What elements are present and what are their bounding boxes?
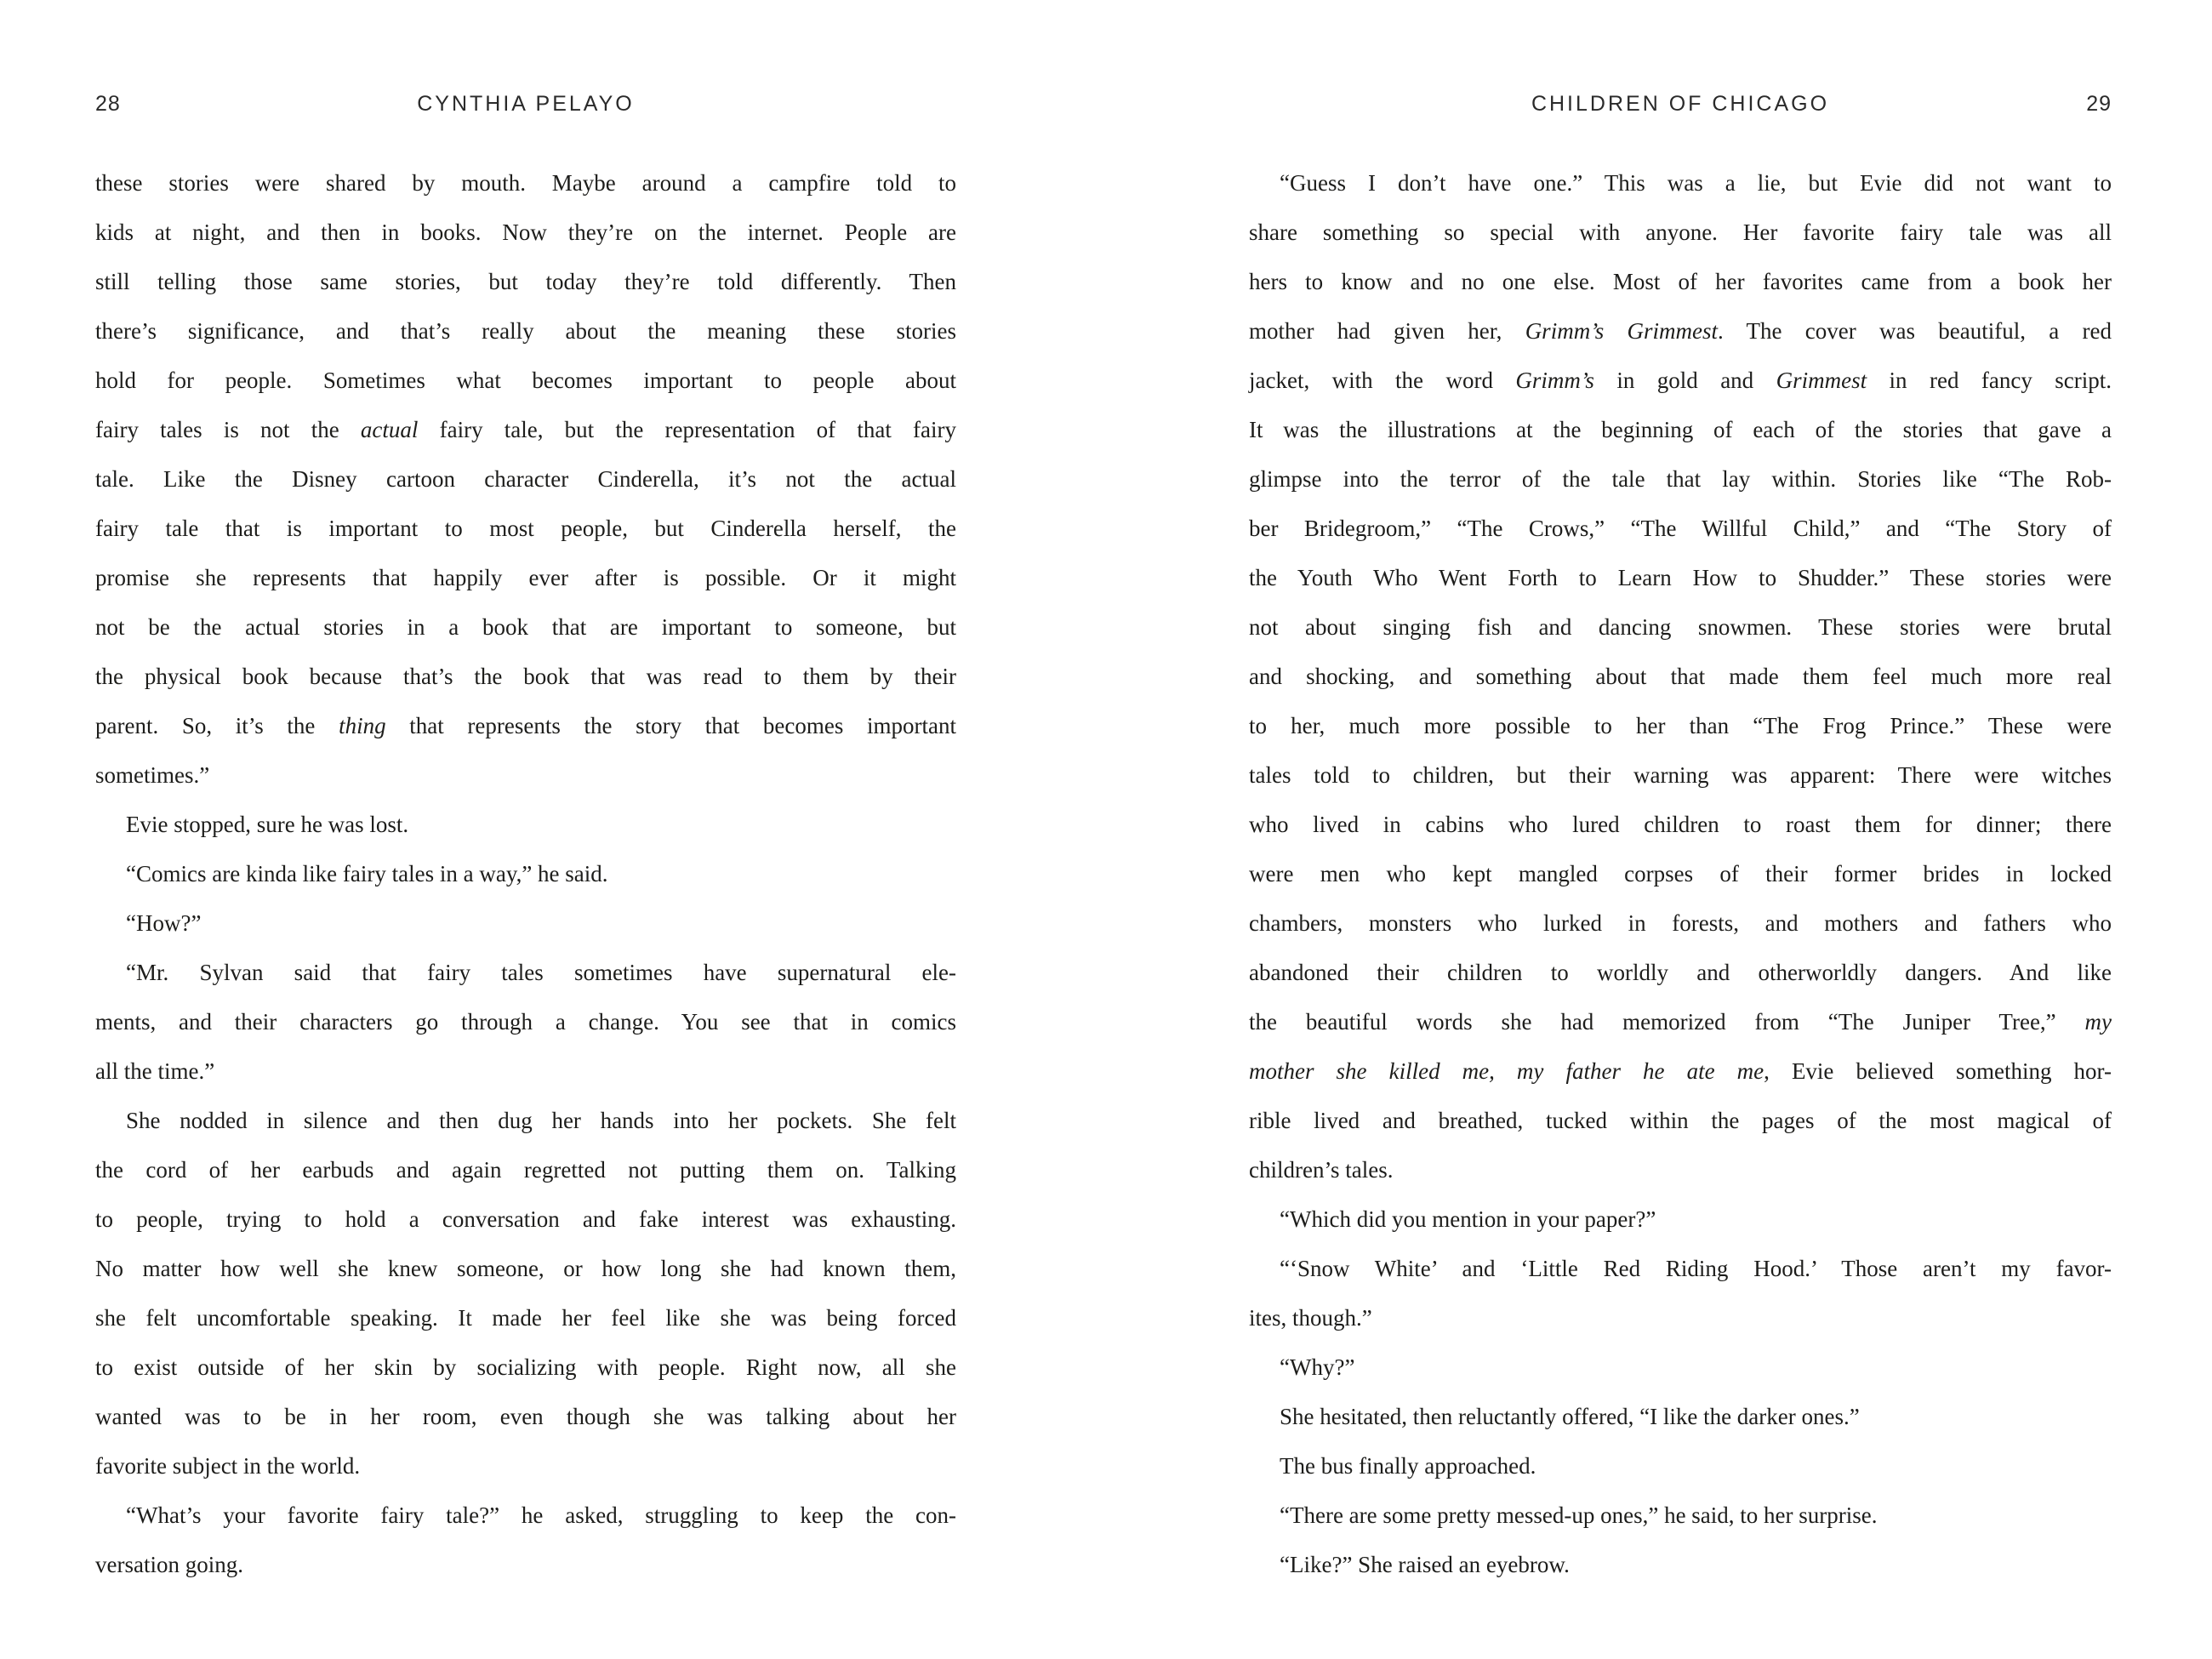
text-line	[1249, 1194, 2112, 1244]
body-text: versation going.	[95, 1552, 243, 1577]
text-line	[95, 356, 956, 405]
body-text: . The cover was beautiful, a red	[1717, 318, 2112, 344]
italic-text: my	[2084, 1009, 2112, 1035]
body-text: jacket, with the word	[1249, 368, 1516, 393]
text-line	[1249, 1392, 2112, 1441]
body-text: “Why?”	[1280, 1354, 1355, 1380]
text-line	[1249, 898, 2112, 948]
text-line	[95, 1540, 956, 1589]
body-text: “Like?” She raised an eyebrow.	[1280, 1552, 1570, 1577]
body-text: to her, much more possible to her than “The Frog Prince.” These were	[1249, 713, 2112, 738]
text-line	[1249, 1046, 2112, 1096]
left-running-head	[95, 92, 956, 123]
body-text: She hesitated, then reluctantly offered, “I like the darker ones.”	[1280, 1404, 1860, 1429]
text-line	[1249, 750, 2112, 800]
text-line	[1249, 454, 2112, 504]
body-text: fairy tale, but the representation of that fairy	[418, 417, 956, 442]
body-text: the Youth Who Went Forth to Learn How to Shudder.” These stories were	[1249, 565, 2112, 590]
right-running-head	[1249, 92, 2112, 123]
text-line	[1249, 1096, 2112, 1145]
text-line	[95, 1194, 956, 1244]
body-text: “‘Snow White’ and ‘Little Red Riding Hood.’ Those aren’t my favor-	[1280, 1256, 2112, 1281]
body-text: ites, though.”	[1249, 1305, 1372, 1331]
text-line	[1249, 1491, 2112, 1540]
body-text: rible lived and breathed, tucked within the pages of the most magical of	[1249, 1108, 2112, 1133]
body-text: ments, and their characters go through a change. You see that in comics	[95, 1009, 956, 1035]
body-text: promise she represents that happily ever after is possible. Or it might	[95, 565, 956, 590]
body-text: Evie stopped, sure he was lost.	[126, 812, 409, 837]
text-line	[1249, 1244, 2112, 1293]
text-line	[1249, 356, 2112, 405]
body-text: “Comics are kinda like fairy tales in a way,” he said.	[126, 861, 608, 887]
body-text: “What’s your favorite fairy tale?” he asked, struggling to keep the con-	[126, 1502, 956, 1528]
body-text: to people, trying to hold a conversation and fake interest was exhausting.	[95, 1206, 956, 1232]
left-page-text	[95, 158, 956, 1589]
body-text: tale. Like the Disney cartoon character Cinderella, it’s not the actual	[95, 466, 956, 492]
text-line	[95, 1145, 956, 1194]
text-line	[1249, 1293, 2112, 1343]
body-text: ber Bridegroom,” “The Crows,” “The Willful Child,” and “The Story of	[1249, 516, 2112, 541]
body-text: tales told to children, but their warning was apparent: There were witches	[1249, 762, 2112, 788]
body-text: fairy tales is not the	[95, 417, 361, 442]
text-line	[1249, 652, 2112, 701]
text-line	[95, 553, 956, 602]
text-line	[95, 652, 956, 701]
body-text: chambers, monsters who lurked in forests, and mothers and fathers who	[1249, 910, 2112, 936]
right-page-text	[1249, 158, 2112, 1589]
body-text: not about singing fish and dancing snowmen. These stories were brutal	[1249, 614, 2112, 640]
body-text: to exist outside of her skin by socializing with people. Right now, all she	[95, 1354, 956, 1380]
body-text: “Mr. Sylvan said that fairy tales sometimes have supernatural ele-	[126, 960, 956, 985]
text-line	[1249, 602, 2112, 652]
body-text: she felt uncomfortable speaking. It made her feel like she was being forced	[95, 1305, 956, 1331]
text-line	[95, 1441, 956, 1491]
body-text: not be the actual stories in a book that are important to someone, but	[95, 614, 956, 640]
body-text: parent. So, it’s the	[95, 713, 339, 738]
body-text: She nodded in silence and then dug her hands into her pockets. She felt	[126, 1108, 956, 1133]
right-page	[1249, 0, 2112, 1659]
body-text: “Which did you mention in your paper?”	[1280, 1206, 1656, 1232]
body-text: “Guess I don’t have one.” This was a lie, but Evie did not want to	[1280, 170, 2112, 196]
text-line	[1249, 800, 2112, 849]
body-text: The bus finally approached.	[1280, 1453, 1536, 1479]
left-page	[95, 0, 956, 1659]
body-text: “There are some pretty messed-up ones,” he said, to her surprise.	[1280, 1502, 1878, 1528]
body-text: , Evie believed something hor-	[1764, 1058, 2112, 1084]
text-line	[95, 1096, 956, 1145]
body-text: glimpse into the terror of the tale that lay within. Stories like “The Rob-	[1249, 466, 2112, 492]
body-text: It was the illustrations at the beginning of each of the stories that gave a	[1249, 417, 2112, 442]
text-line	[95, 898, 956, 948]
text-line	[95, 1392, 956, 1441]
text-line	[95, 849, 956, 898]
body-text: there’s significance, and that’s really about the meaning these stories	[95, 318, 956, 344]
text-line	[1249, 553, 2112, 602]
body-text: all the time.”	[95, 1058, 215, 1084]
body-text: fairy tale that is important to most people, but Cinderella herself, the	[95, 516, 956, 541]
body-text: mother had given her,	[1249, 318, 1525, 344]
running-header-author: CYNTHIA PELAYO	[417, 92, 635, 116]
body-text: sometimes.”	[95, 762, 210, 788]
text-line	[1249, 948, 2112, 997]
text-line	[95, 948, 956, 997]
body-text: hers to know and no one else. Most of her favorites came from a book her	[1249, 269, 2112, 294]
italic-text: mother she killed me, my father he ate me	[1249, 1058, 1764, 1084]
text-line	[95, 306, 956, 356]
body-text: children’s tales.	[1249, 1157, 1394, 1183]
body-text: who lived in cabins who lured children to roast them for dinner; there	[1249, 812, 2112, 837]
text-line	[95, 1343, 956, 1392]
text-line	[1249, 405, 2112, 454]
body-text: hold for people. Sometimes what becomes important to people about	[95, 368, 956, 393]
text-line	[95, 504, 956, 553]
body-text: the beautiful words she had memorized from “The Juniper Tree,”	[1249, 1009, 2085, 1035]
text-line	[95, 750, 956, 800]
page-number: 28	[95, 92, 121, 116]
text-line	[95, 257, 956, 306]
body-text: these stories were shared by mouth. Maybe around a campfire told to	[95, 170, 956, 196]
body-text: the physical book because that’s the book that was read to them by their	[95, 664, 956, 689]
italic-text: Grimm’s Grimmest	[1525, 318, 1718, 344]
body-text: the cord of her earbuds and again regretted not putting them on. Talking	[95, 1157, 956, 1183]
body-text: and shocking, and something about that made them feel much more real	[1249, 664, 2112, 689]
text-line	[95, 1491, 956, 1540]
text-line	[95, 405, 956, 454]
body-text: that represents the story that becomes important	[385, 713, 956, 738]
text-line	[95, 208, 956, 257]
italic-text: Grimmest	[1776, 368, 1867, 393]
text-line	[95, 1293, 956, 1343]
text-line	[95, 997, 956, 1046]
body-text: in gold and	[1593, 368, 1776, 393]
body-text: No matter how well she knew someone, or how long she had known them,	[95, 1256, 956, 1281]
body-text: share something so special with anyone. Her favorite fairy tale was all	[1249, 219, 2112, 245]
text-line	[95, 1244, 956, 1293]
text-line	[95, 454, 956, 504]
text-line	[1249, 701, 2112, 750]
text-line	[95, 158, 956, 208]
body-text: wanted was to be in her room, even though she was talking about her	[95, 1404, 956, 1429]
text-line	[1249, 997, 2112, 1046]
body-text: kids at night, and then in books. Now they’re on the internet. People are	[95, 219, 956, 245]
body-text: “How?”	[126, 910, 202, 936]
text-line	[1249, 1343, 2112, 1392]
italic-text: Grimm’s	[1515, 368, 1594, 393]
text-line	[1249, 1441, 2112, 1491]
text-line	[1249, 208, 2112, 257]
text-line	[1249, 257, 2112, 306]
text-line	[95, 602, 956, 652]
running-header-title: CHILDREN OF CHICAGO	[1531, 92, 1830, 116]
text-line	[1249, 158, 2112, 208]
text-line	[95, 701, 956, 750]
text-line	[1249, 1540, 2112, 1589]
italic-text: actual	[360, 417, 419, 442]
body-text: still telling those same stories, but today they’re told differently. Then	[95, 269, 956, 294]
text-line	[1249, 1145, 2112, 1194]
body-text: in red fancy script.	[1867, 368, 2112, 393]
body-text: favorite subject in the world.	[95, 1453, 361, 1479]
body-text: abandoned their children to worldly and otherworldly dangers. And like	[1249, 960, 2112, 985]
text-line	[95, 1046, 956, 1096]
text-line	[1249, 849, 2112, 898]
body-text: were men who kept mangled corpses of their former brides in locked	[1249, 861, 2112, 887]
text-line	[95, 800, 956, 849]
page-number: 29	[2086, 92, 2112, 116]
italic-text: thing	[339, 713, 386, 738]
text-line	[1249, 306, 2112, 356]
text-line	[1249, 504, 2112, 553]
